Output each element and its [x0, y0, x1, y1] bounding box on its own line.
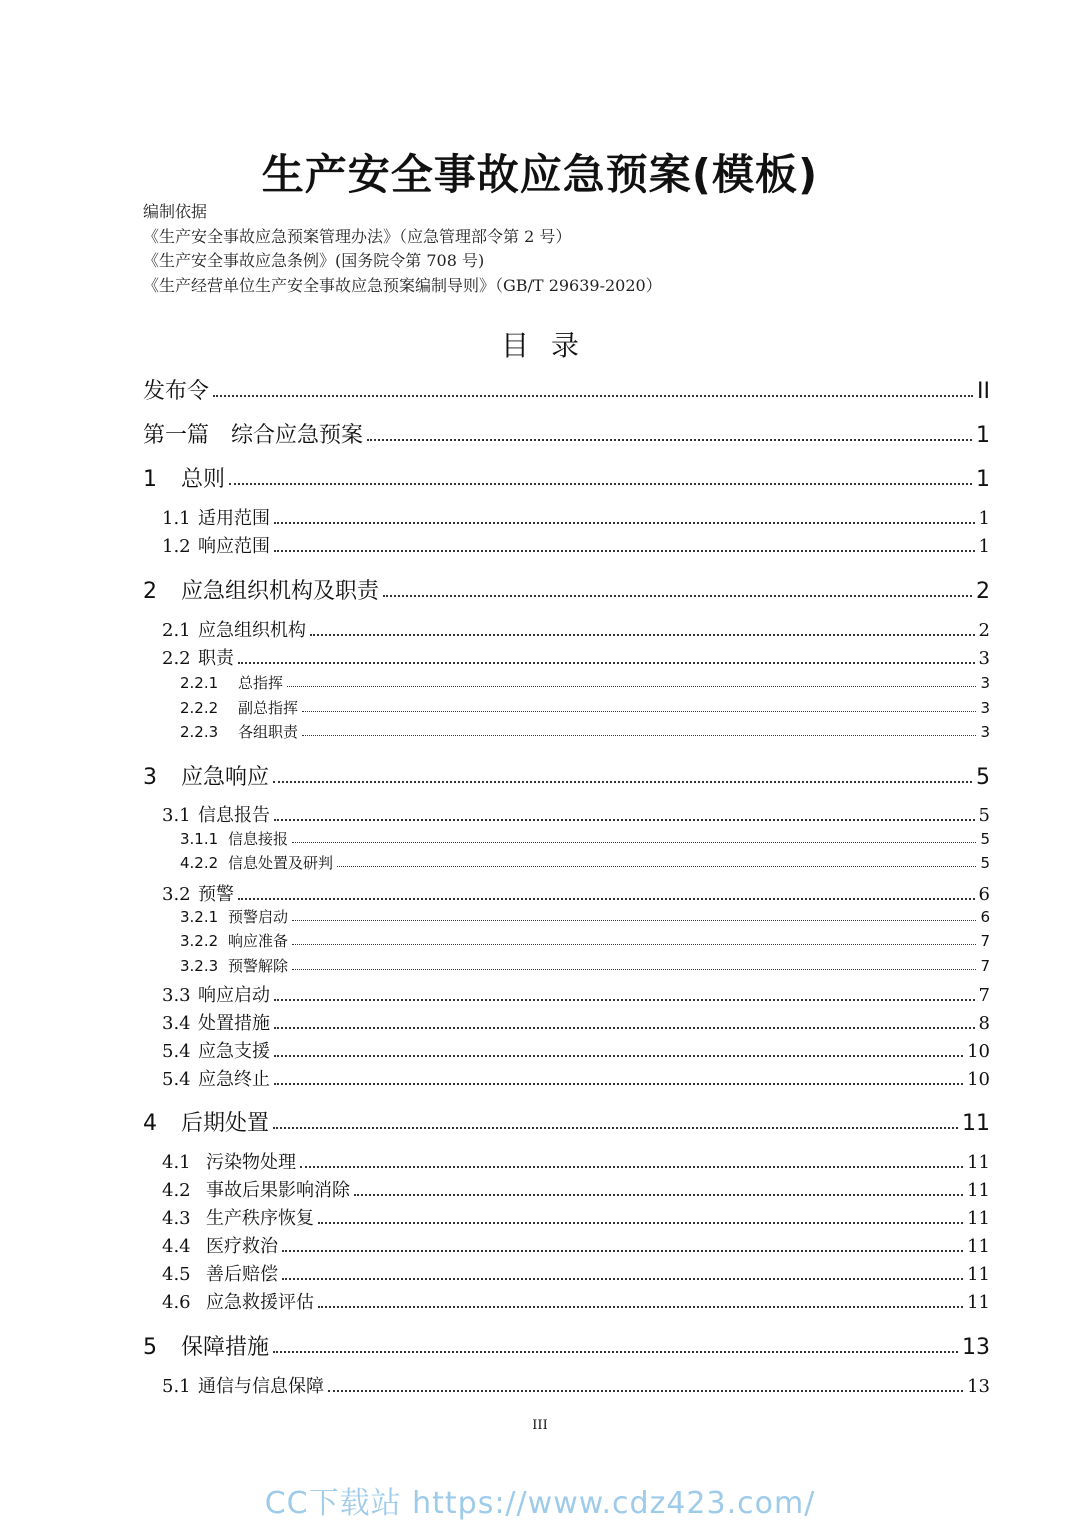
toc-entry[interactable] [143, 760, 990, 791]
toc-entry-number: 3.2.2 [180, 932, 219, 950]
toc-entry-label: 信息接报 [228, 830, 289, 848]
toc-entry[interactable] [143, 574, 990, 605]
toc-entry[interactable] [162, 1288, 990, 1314]
toc-dot-leader [292, 842, 976, 843]
toc-entry-label: 适用范围 [198, 508, 270, 529]
toc-dot-leader [367, 439, 972, 441]
toc-dot-leader [292, 920, 976, 921]
toc-entry-label: 预警启动 [228, 908, 289, 926]
toc-entry-label: 事故后果影响消除 [206, 1180, 350, 1201]
toc-dot-leader [273, 1351, 958, 1353]
toc-dot-leader [213, 395, 973, 397]
toc-entry-number: 4.4 [162, 1236, 191, 1257]
toc-entry-number: 2.2 [162, 648, 191, 669]
basis-line: 《生产经营单位生产安全事故应急预案编制导则》（GB/T 29639-2020） [143, 275, 662, 295]
toc-entry-number: 3.1 [162, 805, 191, 826]
toc-entry[interactable] [143, 462, 990, 493]
toc-dot-leader [282, 1278, 963, 1280]
toc-dot-leader [273, 1127, 958, 1129]
toc-dot-leader [274, 819, 975, 821]
toc-entry-number: 3.2 [162, 884, 191, 905]
toc-entry-page: 11 [962, 1111, 990, 1136]
toc-entry-number: 3 [143, 765, 157, 790]
toc-entry[interactable] [162, 1204, 990, 1230]
toc-entry[interactable] [162, 1372, 990, 1398]
toc-entry[interactable] [180, 906, 990, 927]
toc-entry-number: 4.5 [162, 1264, 191, 1285]
document-title: 生产安全事故应急预案(模板) [261, 150, 819, 199]
toc-dot-leader [354, 1194, 963, 1196]
toc-entry-page: 6 [978, 884, 990, 905]
toc-entry-label: 响应范围 [198, 536, 270, 557]
toc-entry-page: 13 [967, 1376, 990, 1397]
toc-entry-label: 信息处置及研判 [228, 854, 334, 872]
page-number: III [532, 1418, 548, 1433]
toc-dot-leader [274, 999, 975, 1001]
toc-entry-page: 11 [967, 1152, 990, 1173]
toc-entry-number: 2.1 [162, 620, 191, 641]
toc-entry-number: 5.4 [162, 1069, 191, 1090]
toc-entry[interactable] [180, 828, 990, 849]
toc-entry-label: 应急组织机构 [198, 620, 306, 641]
toc-entry-number: 3.2.1 [180, 908, 219, 926]
toc-dot-leader [337, 866, 976, 867]
toc-entry[interactable] [162, 1232, 990, 1258]
toc-entry-number: 4.2.2 [180, 854, 219, 872]
toc-entry-label: 生产秩序恢复 [206, 1208, 314, 1229]
toc-entry-page: 11 [967, 1264, 990, 1285]
toc-entry-label: 响应启动 [198, 985, 270, 1006]
toc-entry-page: 2 [978, 620, 990, 641]
toc-title: 目录 [500, 329, 601, 362]
toc-entry-page: 5 [978, 805, 990, 826]
toc-entry[interactable] [162, 880, 990, 906]
toc-dot-leader [274, 1055, 963, 1057]
toc-entry-label: 保障措施 [181, 1335, 270, 1360]
toc-entry-number: 3.3 [162, 985, 191, 1006]
toc-entry-label: 后期处置 [181, 1111, 270, 1136]
toc-entry-label: 应急支援 [198, 1041, 270, 1062]
toc-entry[interactable] [162, 1260, 990, 1286]
toc-dot-leader [310, 634, 975, 636]
toc-entry-page: 1 [976, 467, 990, 492]
toc-entry[interactable] [162, 644, 990, 670]
toc-entry[interactable] [162, 1009, 990, 1035]
toc-entry[interactable] [162, 1065, 990, 1091]
toc-entry-label: 医疗救治 [206, 1236, 278, 1257]
toc-entry-page: 7 [980, 932, 990, 950]
toc-entry-page: 8 [978, 1013, 990, 1034]
toc-entry-number: 2.2.3 [180, 723, 219, 741]
toc-entry-number: 4.1 [162, 1152, 191, 1173]
toc-entry-number: 2.2.1 [180, 674, 219, 692]
toc-entry-label: 预警 [198, 884, 234, 905]
toc-dot-leader [302, 735, 976, 736]
toc-entry[interactable] [143, 418, 990, 449]
toc-entry-label: 职责 [198, 648, 234, 669]
toc-entry-label: 信息报告 [198, 805, 270, 826]
toc-entry-page: 3 [978, 648, 990, 669]
toc-dot-leader [282, 1250, 963, 1252]
toc-entry-page: II [977, 379, 990, 404]
toc-entry-page: 5 [976, 765, 990, 790]
toc-entry-number: 5.1 [162, 1376, 191, 1397]
toc-entry-number: 4.6 [162, 1292, 191, 1313]
toc-entry[interactable] [143, 1106, 990, 1137]
toc-entry-page: 5 [980, 830, 990, 848]
toc-entry-page: 1 [978, 508, 990, 529]
toc-entry-label: 污染物处理 [206, 1152, 296, 1173]
toc-entry[interactable] [180, 697, 990, 718]
toc-dot-leader [328, 1390, 963, 1392]
toc-entry-label: 通信与信息保障 [198, 1376, 324, 1397]
toc-entry-number: 1.2 [162, 536, 191, 557]
toc-dot-leader [274, 550, 975, 552]
toc-entry-label: 各组职责 [238, 723, 299, 741]
toc-entry-label: 应急救援评估 [206, 1292, 314, 1313]
toc-entry-page: 3 [980, 699, 990, 717]
toc-entry-page: 1 [976, 423, 990, 448]
toc-entry-page: 1 [978, 536, 990, 557]
toc-dot-leader [292, 969, 976, 970]
toc-entry-label: 应急组织机构及职责 [181, 579, 380, 604]
toc-dot-leader [383, 595, 972, 597]
watermark: CC下载站 https://www.cdz423.com/ [264, 1486, 816, 1521]
toc-entry-page: 7 [978, 985, 990, 1006]
toc-entry[interactable] [162, 1037, 990, 1063]
toc-dot-leader [300, 1166, 963, 1168]
toc-entry-page: 2 [976, 579, 990, 604]
toc-dot-leader [238, 898, 975, 900]
toc-entry[interactable] [162, 504, 990, 530]
toc-entry-number: 4.3 [162, 1208, 191, 1229]
toc-entry-page: 13 [962, 1335, 990, 1360]
toc-entry-number: 3.2.3 [180, 957, 219, 975]
toc-entry-page: 7 [980, 957, 990, 975]
toc-entry-page: 11 [967, 1180, 990, 1201]
toc-dot-leader [229, 483, 972, 485]
toc-dot-leader [238, 662, 975, 664]
toc-entry-label: 响应准备 [228, 932, 289, 950]
toc-entry-label: 副总指挥 [238, 699, 299, 717]
basis-line: 《生产安全事故应急条例》(国务院令第 708 号) [143, 251, 485, 270]
toc-entry-number: 3.1.1 [180, 830, 219, 848]
toc-entry-number: 1.1 [162, 508, 191, 529]
basis-line: 《生产安全事故应急预案管理办法》（应急管理部令第 2 号） [143, 226, 572, 246]
toc-entry-page: 11 [967, 1236, 990, 1257]
toc-entry[interactable] [180, 721, 990, 742]
toc-entry-number: 2 [143, 579, 157, 604]
toc-entry-number: 4 [143, 1111, 157, 1136]
toc-entry-page: 10 [967, 1069, 990, 1090]
toc-entry-page: 11 [967, 1208, 990, 1229]
toc-entry-label: 善后赔偿 [206, 1264, 278, 1285]
toc-entry[interactable] [162, 616, 990, 642]
toc-entry-page: 6 [980, 908, 990, 926]
toc-entry-label: 第一篇 综合应急预案 [143, 423, 364, 448]
toc-entry-number: 5 [143, 1335, 157, 1360]
toc-dot-leader [273, 781, 972, 783]
toc-entry-label: 总则 [181, 467, 226, 492]
toc-entry[interactable] [143, 374, 990, 405]
toc-entry[interactable] [162, 1176, 990, 1202]
toc-dot-leader [274, 1027, 975, 1029]
toc-entry-number: 5.4 [162, 1041, 191, 1062]
toc-entry[interactable] [162, 981, 990, 1007]
toc-dot-leader [274, 522, 975, 524]
toc-dot-leader [287, 686, 976, 687]
toc-entry[interactable] [180, 672, 990, 693]
toc-dot-leader [274, 1083, 963, 1085]
toc-entry-label: 应急响应 [181, 765, 270, 790]
toc-entry[interactable] [180, 955, 990, 976]
toc-entry[interactable] [162, 1148, 990, 1174]
toc-entry-page: 5 [980, 854, 990, 872]
toc-entry[interactable] [180, 930, 990, 951]
toc-entry[interactable] [180, 852, 990, 873]
toc-entry-label: 总指挥 [238, 674, 284, 692]
toc-entry-page: 10 [967, 1041, 990, 1062]
toc-entry-number: 2.2.2 [180, 699, 219, 717]
toc-dot-leader [292, 944, 976, 945]
toc-dot-leader [302, 711, 976, 712]
toc-entry-number: 3.4 [162, 1013, 191, 1034]
toc-dot-leader [318, 1306, 963, 1308]
toc-entry-label: 预警解除 [228, 957, 289, 975]
toc-entry[interactable] [143, 1330, 990, 1361]
toc-entry-page: 11 [967, 1292, 990, 1313]
toc-dot-leader [318, 1222, 963, 1224]
toc-entry-page: 3 [980, 723, 990, 741]
toc-entry-label: 处置措施 [198, 1013, 270, 1034]
basis-heading: 编制依据 [143, 202, 208, 221]
toc-entry-label: 发布令 [143, 379, 210, 404]
toc-entry-page: 3 [980, 674, 990, 692]
toc-entry-label: 应急终止 [198, 1069, 270, 1090]
toc-entry[interactable] [162, 801, 990, 827]
toc-entry[interactable] [162, 532, 990, 558]
toc-entry-number: 4.2 [162, 1180, 191, 1201]
toc-entry-number: 1 [143, 467, 157, 492]
